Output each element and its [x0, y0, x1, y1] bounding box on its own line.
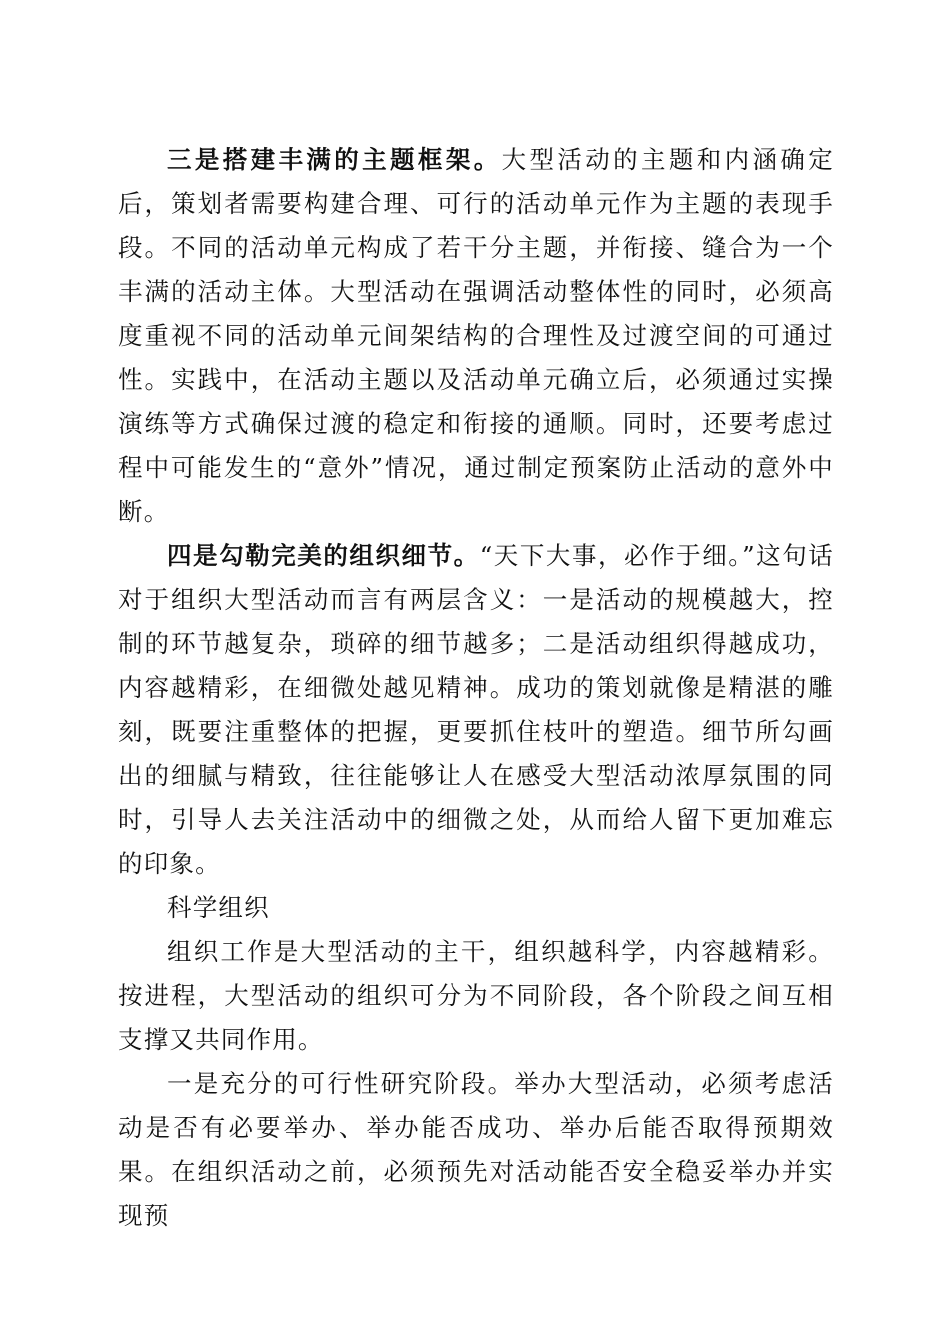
- paragraph-organization-details: [118, 534, 834, 886]
- document-page: [118, 138, 834, 1238]
- section-heading: 科学组织: [167, 893, 270, 922]
- paragraph-body: 大型活动的主题和内涵确定后，策划者需要构建合理、可行的活动单元作为主题的表现手段。不同的活动单元构成了若干分主题，并衔接、缝合为一个丰满的活动主体。大型活动在强调活动整体性的同时，必须高度重视不同的活动单元间架结构的合理性及过渡空间的可通过性。实践中，在活动主题以及活动单元确立后，必须通过实操演练等方式确保过渡的稳定和衔接的通顺。同时，还要考虑过程中可能发生的“意外”情况，通过制定预案防止活动的意外中断。: [118, 145, 834, 526]
- paragraph-lead: 三是搭建丰满的主题框架。: [167, 145, 502, 174]
- paragraph-organization-intro: [118, 930, 834, 1062]
- paragraph-body: 组织工作是大型活动的主干，组织越科学，内容越精彩。按进程，大型活动的组织可分为不同阶段，各个阶段之间互相支撑又共同作用。: [118, 937, 834, 1054]
- paragraph-feasibility-stage: [118, 1062, 834, 1238]
- paragraph-theme-framework: [118, 138, 834, 534]
- paragraph-body: “天下大事，必作于细。”这句话对于组织大型活动而言有两层含义：一是活动的规模越大，控制的环节越复杂，琐碎的细节越多；二是活动组织得越成功，内容越精彩，在细微处越见精神。成功的策划就像是精湛的雕刻，既要注重整体的把握，更要抓住枝叶的塑造。细节所勾画出的细腻与精致，往往能够让人在感受大型活动浓厚氛围的同时，引导人去关注活动中的细微之处，从而给人留下更加难忘的印象。: [118, 541, 834, 878]
- paragraph-body: 一是充分的可行性研究阶段。举办大型活动，必须考虑活动是否有必要举办、举办能否成功、举办后能否取得预期效果。在组织活动之前，必须预先对活动能否安全稳妥举办并实现预: [118, 1069, 834, 1230]
- paragraph-lead: 四是勾勒完美的组织细节。: [167, 541, 480, 570]
